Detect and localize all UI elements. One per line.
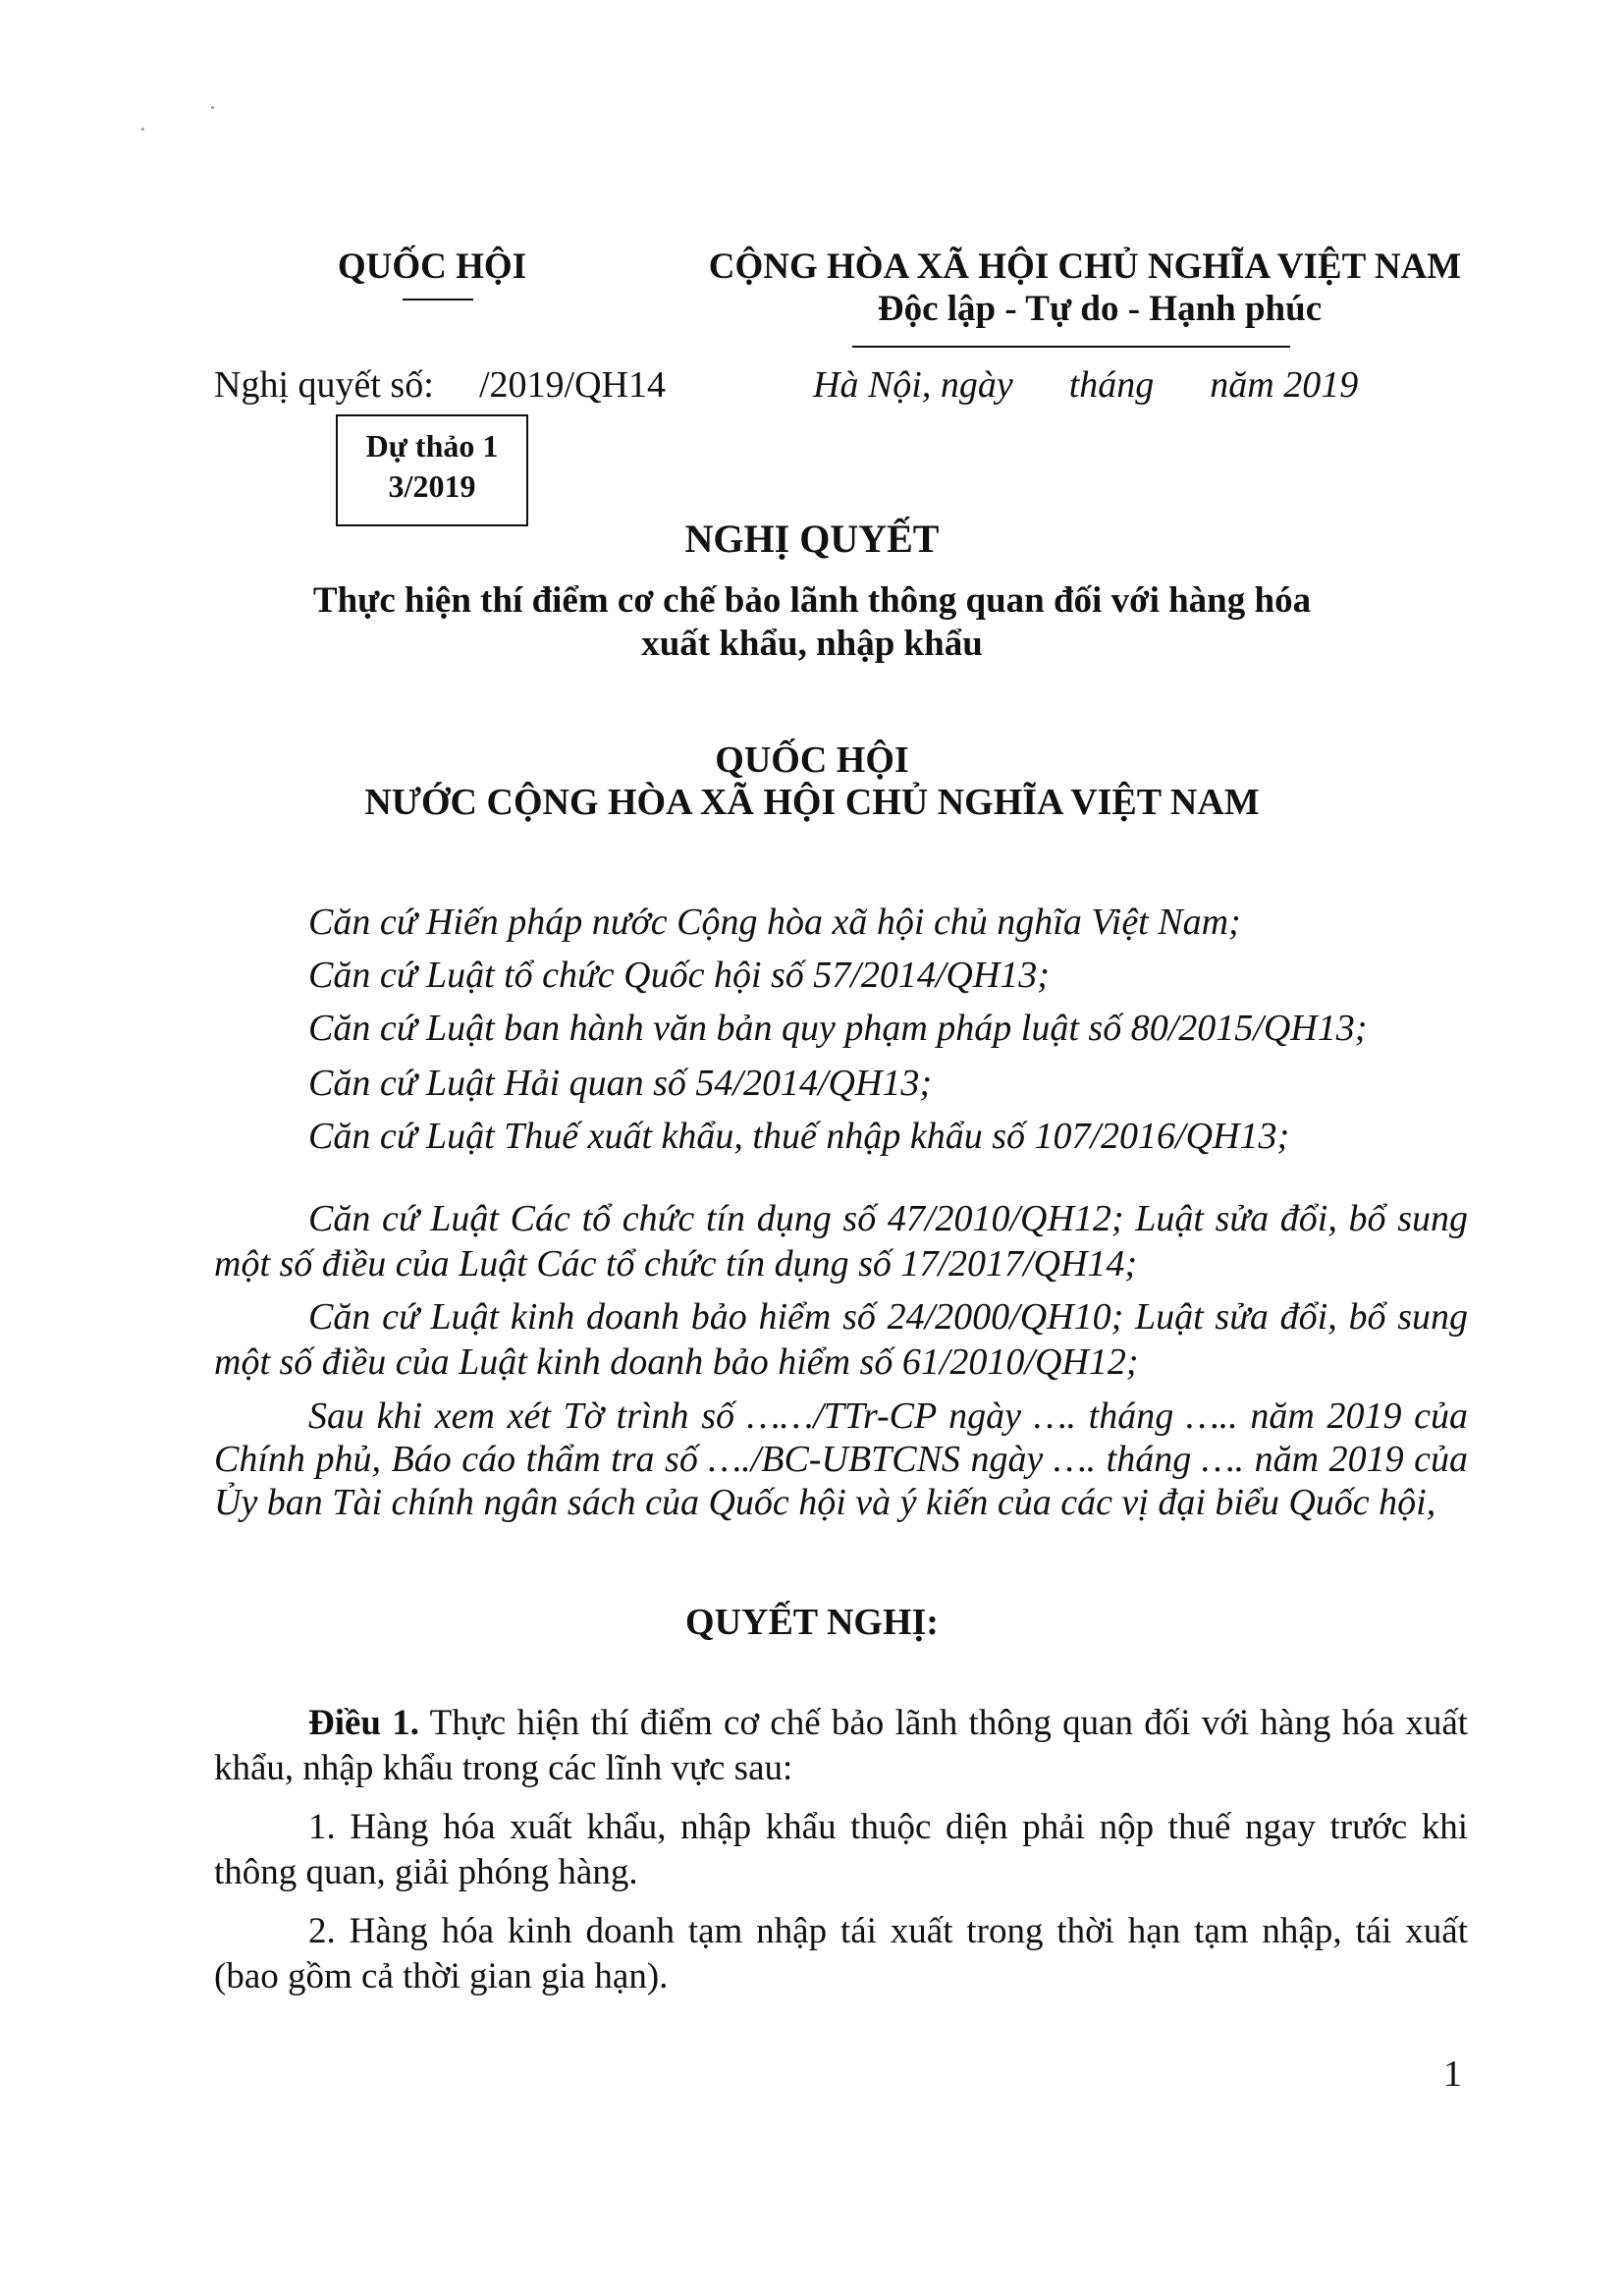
subject-line-2: xuất khẩu, nhập khẩu — [641, 624, 983, 664]
authority-line-1: QUỐC HỘI — [715, 739, 909, 781]
legal-basis: Căn cứ Luật kinh doanh bảo hiểm số 24/2000/QH10; Luật sửa đổi, bổ sung một số điều của Luật kinh doanh bảo hiểm số 61/2010/QH12; — [214, 1296, 1468, 1383]
motto: Độc lập - Tự do - Hạnh phúc — [877, 289, 1323, 329]
decision-heading: QUYẾT NGHỊ: — [685, 1602, 939, 1643]
resolution-number-label: Nghị quyết số: — [214, 364, 434, 406]
legal-basis: Căn cứ Luật tổ chức Quốc hội số 57/2014/QH13; — [308, 955, 1050, 996]
page-number: 1 — [1443, 2053, 1462, 2095]
place-date: Hà Nội, ngày tháng năm 2019 — [813, 364, 1359, 406]
article-1-item-2: 2. Hàng hóa kinh doanh tạm nhập tái xuất trong thời hạn tạm nhập, tái xuất (bao gồm cả thời gian gia hạn). — [214, 1911, 1468, 1996]
legal-basis: Sau khi xem xét Tờ trình số ……/TTr-CP ngày …. tháng ….. năm 2019 của Chính phủ, Báo cáo thẩm tra số …./BC-UBTCNS ngày …. tháng …. năm 2019 của Ủy ban Tài chính ngân sách của Quốc hội và ý kiến của các vị đại biểu Quốc hội, — [214, 1395, 1468, 1523]
draft-stamp-line2: 3/2019 — [388, 468, 476, 504]
draft-stamp — [336, 414, 528, 526]
legal-basis: Căn cứ Luật Hải quan số 54/2014/QH13; — [308, 1063, 933, 1104]
resolution-number-value: /2019/QH14 — [479, 364, 666, 406]
country-name: CỘNG HÒA XÃ HỘI CHỦ NGHĨA VIỆT NAM — [708, 246, 1462, 287]
article-1-text: Thực hiện thí điểm cơ chế bảo lãnh thông quan đối với hàng hóa xuất khẩu, nhập khẩu trong các lĩnh vực sau: — [214, 1703, 1469, 1788]
article-1-item-1: 1. Hàng hóa xuất khẩu, nhập khẩu thuộc diện phải nộp thuế ngay trước khi thông quan, giải phóng hàng. — [214, 1807, 1468, 1892]
subject-line-1: Thực hiện thí điểm cơ chế bảo lãnh thông quan đối với hàng hóa — [312, 580, 1312, 621]
legal-basis: Căn cứ Hiến pháp nước Cộng hòa xã hội chủ nghĩa Việt Nam; — [308, 902, 1241, 943]
legal-basis: Căn cứ Luật Thuế xuất khẩu, thuế nhập khẩu số 107/2016/QH13; — [308, 1116, 1290, 1157]
issuer-name: QUỐC HỘI — [337, 246, 527, 287]
document-type: NGHỊ QUYẾT — [684, 517, 940, 561]
scan-speck — [141, 128, 144, 131]
article-1 — [214, 1701, 1468, 1791]
authority-line-2: NƯỚC CỘNG HÒA XÃ HỘI CHỦ NGHĨA VIỆT NAM — [364, 782, 1260, 823]
draft-stamp-line1: Dự thảo 1 — [365, 428, 499, 464]
legal-basis: Căn cứ Luật Các tổ chức tín dụng số 47/2010/QH12; Luật sửa đổi, bổ sung một số điều của Luật Các tổ chức tín dụng số 17/2017/QH14; — [214, 1198, 1468, 1285]
motto-underline — [852, 346, 1290, 348]
article-1-label: Điều 1. — [308, 1703, 420, 1743]
issuer-underline — [403, 299, 473, 301]
legal-basis: Căn cứ Luật ban hành văn bản quy phạm pháp luật số 80/2015/QH13; — [308, 1008, 1368, 1049]
scan-speck — [211, 106, 214, 109]
